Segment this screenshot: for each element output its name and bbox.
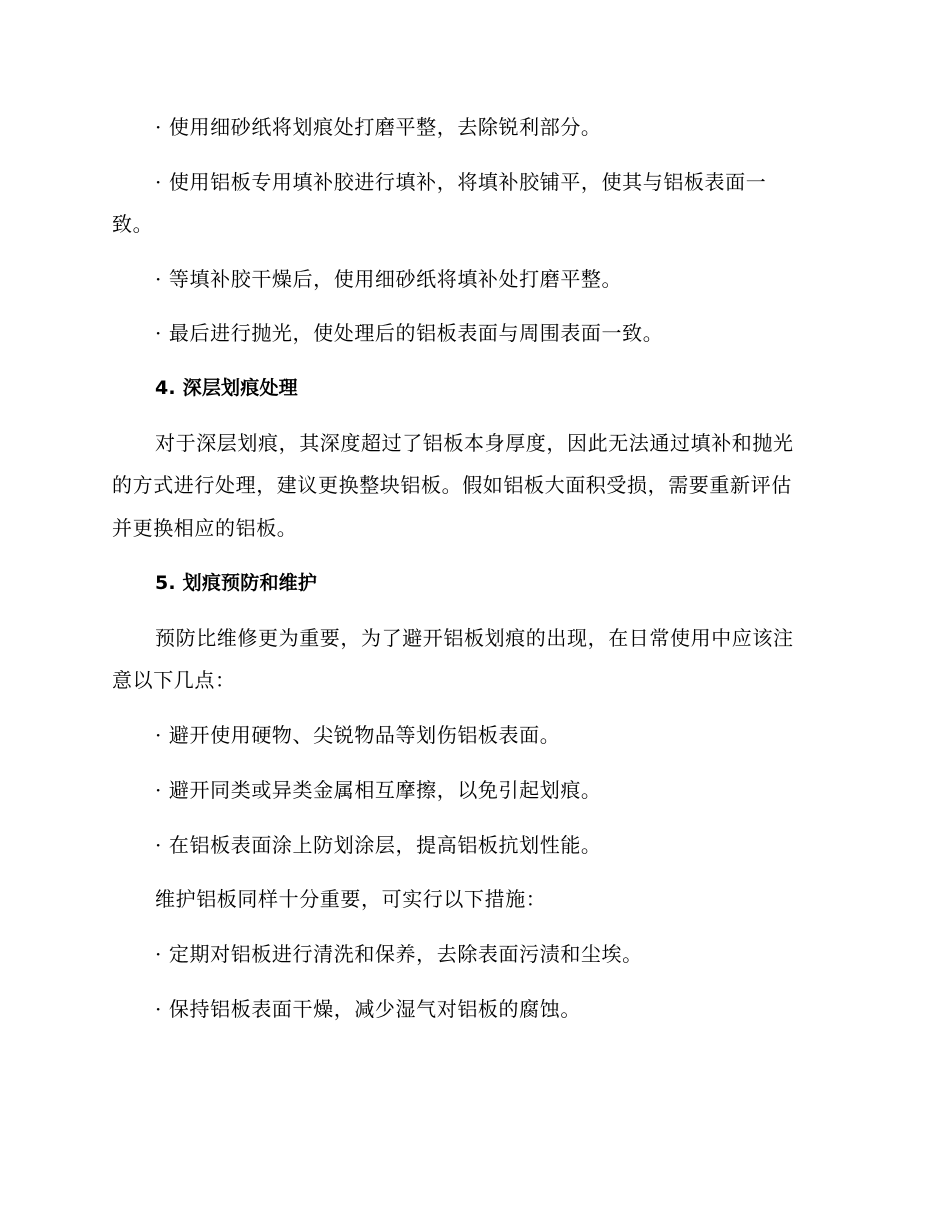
paragraph-deep-scratch-line-3: 并更换相应的铝板。 [112, 516, 298, 540]
paragraph-prevention-line-1: 预防比维修更为重要，为了避开铝板划痕的出现，在日常使用中应该注 [155, 626, 794, 650]
bullet-regular-cleaning: · 定期对铝板进行清洗和保养，去除表面污渍和尘埃。 [155, 942, 643, 966]
bullet-keep-dry: · 保持铝板表面干燥，减少湿气对铝板的腐蚀。 [155, 997, 581, 1021]
bullet-avoid-metal-friction: · 避开同类或异类金属相互摩擦，以免引起划痕。 [155, 778, 602, 802]
bullet-avoid-hard-objects: · 避开使用硬物、尖锐物品等划伤铝板表面。 [155, 723, 561, 747]
paragraph-deep-scratch-line-1: 对于深层划痕，其深度超过了铝板本身厚度，因此无法通过填补和抛光 [155, 431, 794, 455]
section-heading-prevention: 5. 划痕预防和维护 [155, 572, 318, 594]
paragraph-maintenance-intro: 维护铝板同样十分重要，可实行以下措施： [155, 887, 547, 911]
bullet-sand-scratch: · 使用细砂纸将划痕处打磨平整，去除锐利部分。 [155, 115, 602, 139]
paragraph-prevention-line-2: 意以下几点： [112, 668, 236, 692]
paragraph-deep-scratch-line-2: 的方式进行处理，建议更换整块铝板。假如铝板大面积受损，需要重新评估 [112, 473, 792, 497]
bullet-fill-compound: · 使用铝板专用填补胶进行填补，将填补胶铺平，使其与铝板表面一 [155, 170, 767, 194]
bullet-fill-compound-continued: 致。 [112, 212, 154, 236]
bullet-protective-coating: · 在铝板表面涂上防划涂层，提高铝板抗划性能。 [155, 833, 602, 857]
section-heading-deep-scratch: 4. 深层划痕处理 [155, 377, 298, 399]
bullet-polish: · 最后进行抛光，使处理后的铝板表面与周围表面一致。 [155, 321, 664, 345]
bullet-sand-after-dry: · 等填补胶干燥后，使用细砂纸将填补处打磨平整。 [155, 267, 623, 291]
